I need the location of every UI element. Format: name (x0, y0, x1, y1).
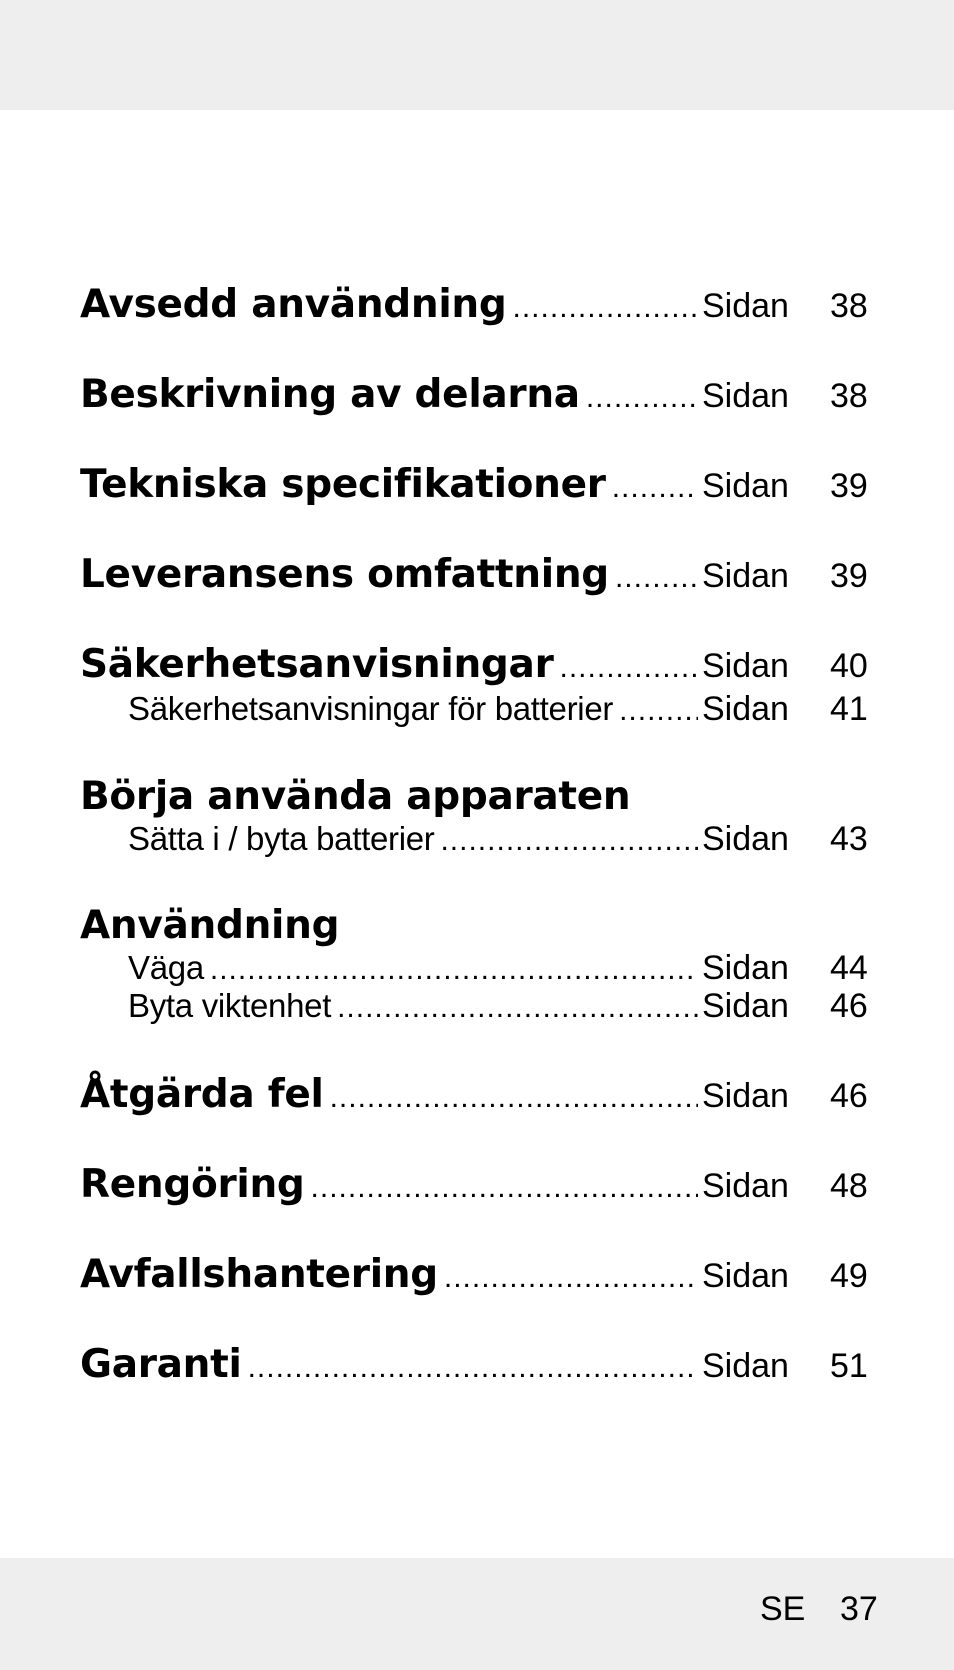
toc-entry[interactable] (0, 282, 954, 327)
toc-entry[interactable] (0, 1252, 954, 1297)
toc-leader-dots (311, 1171, 698, 1205)
toc-heading[interactable]: Användning (80, 903, 340, 948)
toc-entry[interactable] (0, 552, 954, 597)
toc-page-word: Sidan (702, 690, 789, 728)
toc-entry[interactable] (0, 1072, 954, 1117)
toc-page-word: Sidan (702, 949, 789, 987)
footer-band (0, 1558, 954, 1670)
toc-leader-dots (619, 694, 698, 728)
toc-heading[interactable]: Börja använda apparaten (80, 774, 631, 819)
toc-subentry[interactable] (0, 690, 954, 729)
toc-page-number: 51 (830, 1347, 868, 1385)
toc-page-number: 40 (830, 647, 868, 685)
toc-subentry[interactable] (0, 949, 954, 988)
toc-subentry[interactable] (0, 987, 954, 1026)
toc-entry[interactable] (0, 372, 954, 417)
toc-leader-dots (210, 953, 698, 987)
footer-language-code: SE (760, 1590, 806, 1628)
toc-page-word: Sidan (702, 377, 789, 415)
toc-entry[interactable] (0, 1342, 954, 1387)
toc-leader-dots (513, 291, 698, 325)
toc-entry-title: Beskrivning av delarna (80, 372, 580, 417)
toc-page-number: 39 (830, 557, 868, 595)
toc-page-number: 46 (830, 987, 868, 1025)
toc-leader-dots (248, 1351, 698, 1385)
toc-page-word: Sidan (702, 287, 789, 325)
toc-leader-dots (612, 471, 698, 505)
toc-page-word: Sidan (702, 467, 789, 505)
toc-page-number: 41 (830, 690, 868, 728)
toc-entry-title: Rengöring (80, 1162, 305, 1207)
toc-entry-title: Avfallshantering (80, 1252, 438, 1297)
toc-entry-title: Säkerhetsanvisningar för batterier (128, 690, 614, 727)
toc-entry-title: Byta viktenhet (128, 987, 332, 1024)
toc-entry[interactable] (0, 1162, 954, 1207)
toc-page-number: 43 (830, 820, 868, 858)
toc-page-word: Sidan (702, 987, 789, 1025)
toc-leader-dots (337, 991, 698, 1025)
toc-leader-dots (444, 1261, 698, 1295)
toc-entry-title: Garanti (80, 1342, 242, 1387)
top-margin-band (0, 0, 954, 110)
toc-leader-dots (615, 561, 698, 595)
toc-entry[interactable] (0, 462, 954, 507)
toc-page-word: Sidan (702, 820, 789, 858)
toc-leader-dots (560, 651, 698, 685)
toc-subentry[interactable] (0, 820, 954, 859)
toc-page-number: 49 (830, 1257, 868, 1295)
toc-entry-title: Säkerhetsanvisningar (80, 642, 554, 687)
toc-leader-dots (330, 1081, 698, 1115)
toc-entry-title: Åtgärda fel (80, 1072, 324, 1117)
toc-page-number: 44 (830, 949, 868, 987)
toc-page-number: 38 (830, 377, 868, 415)
toc-leader-dots (586, 381, 698, 415)
toc-page-word: Sidan (702, 557, 789, 595)
toc-page-number: 48 (830, 1167, 868, 1205)
toc-page-word: Sidan (702, 1167, 789, 1205)
toc-page-word: Sidan (702, 1257, 789, 1295)
toc-leader-dots (440, 824, 698, 858)
toc-page-number: 46 (830, 1077, 868, 1115)
toc-entry-title: Leveransens omfattning (80, 552, 609, 597)
toc-entry[interactable] (0, 642, 954, 687)
toc-page-word: Sidan (702, 1077, 789, 1115)
toc-page-number: 39 (830, 467, 868, 505)
toc-page-word: Sidan (702, 647, 789, 685)
toc-entry-title: Sätta i / byta batterier (128, 820, 435, 857)
toc-page-word: Sidan (702, 1347, 789, 1385)
toc-entry-title: Väga (128, 949, 204, 986)
footer-page-number: 37 (840, 1590, 878, 1628)
toc-page-number: 38 (830, 287, 868, 325)
toc-entry-title: Tekniska specifikationer (80, 462, 606, 507)
toc-entry-title: Avsedd användning (80, 282, 507, 327)
